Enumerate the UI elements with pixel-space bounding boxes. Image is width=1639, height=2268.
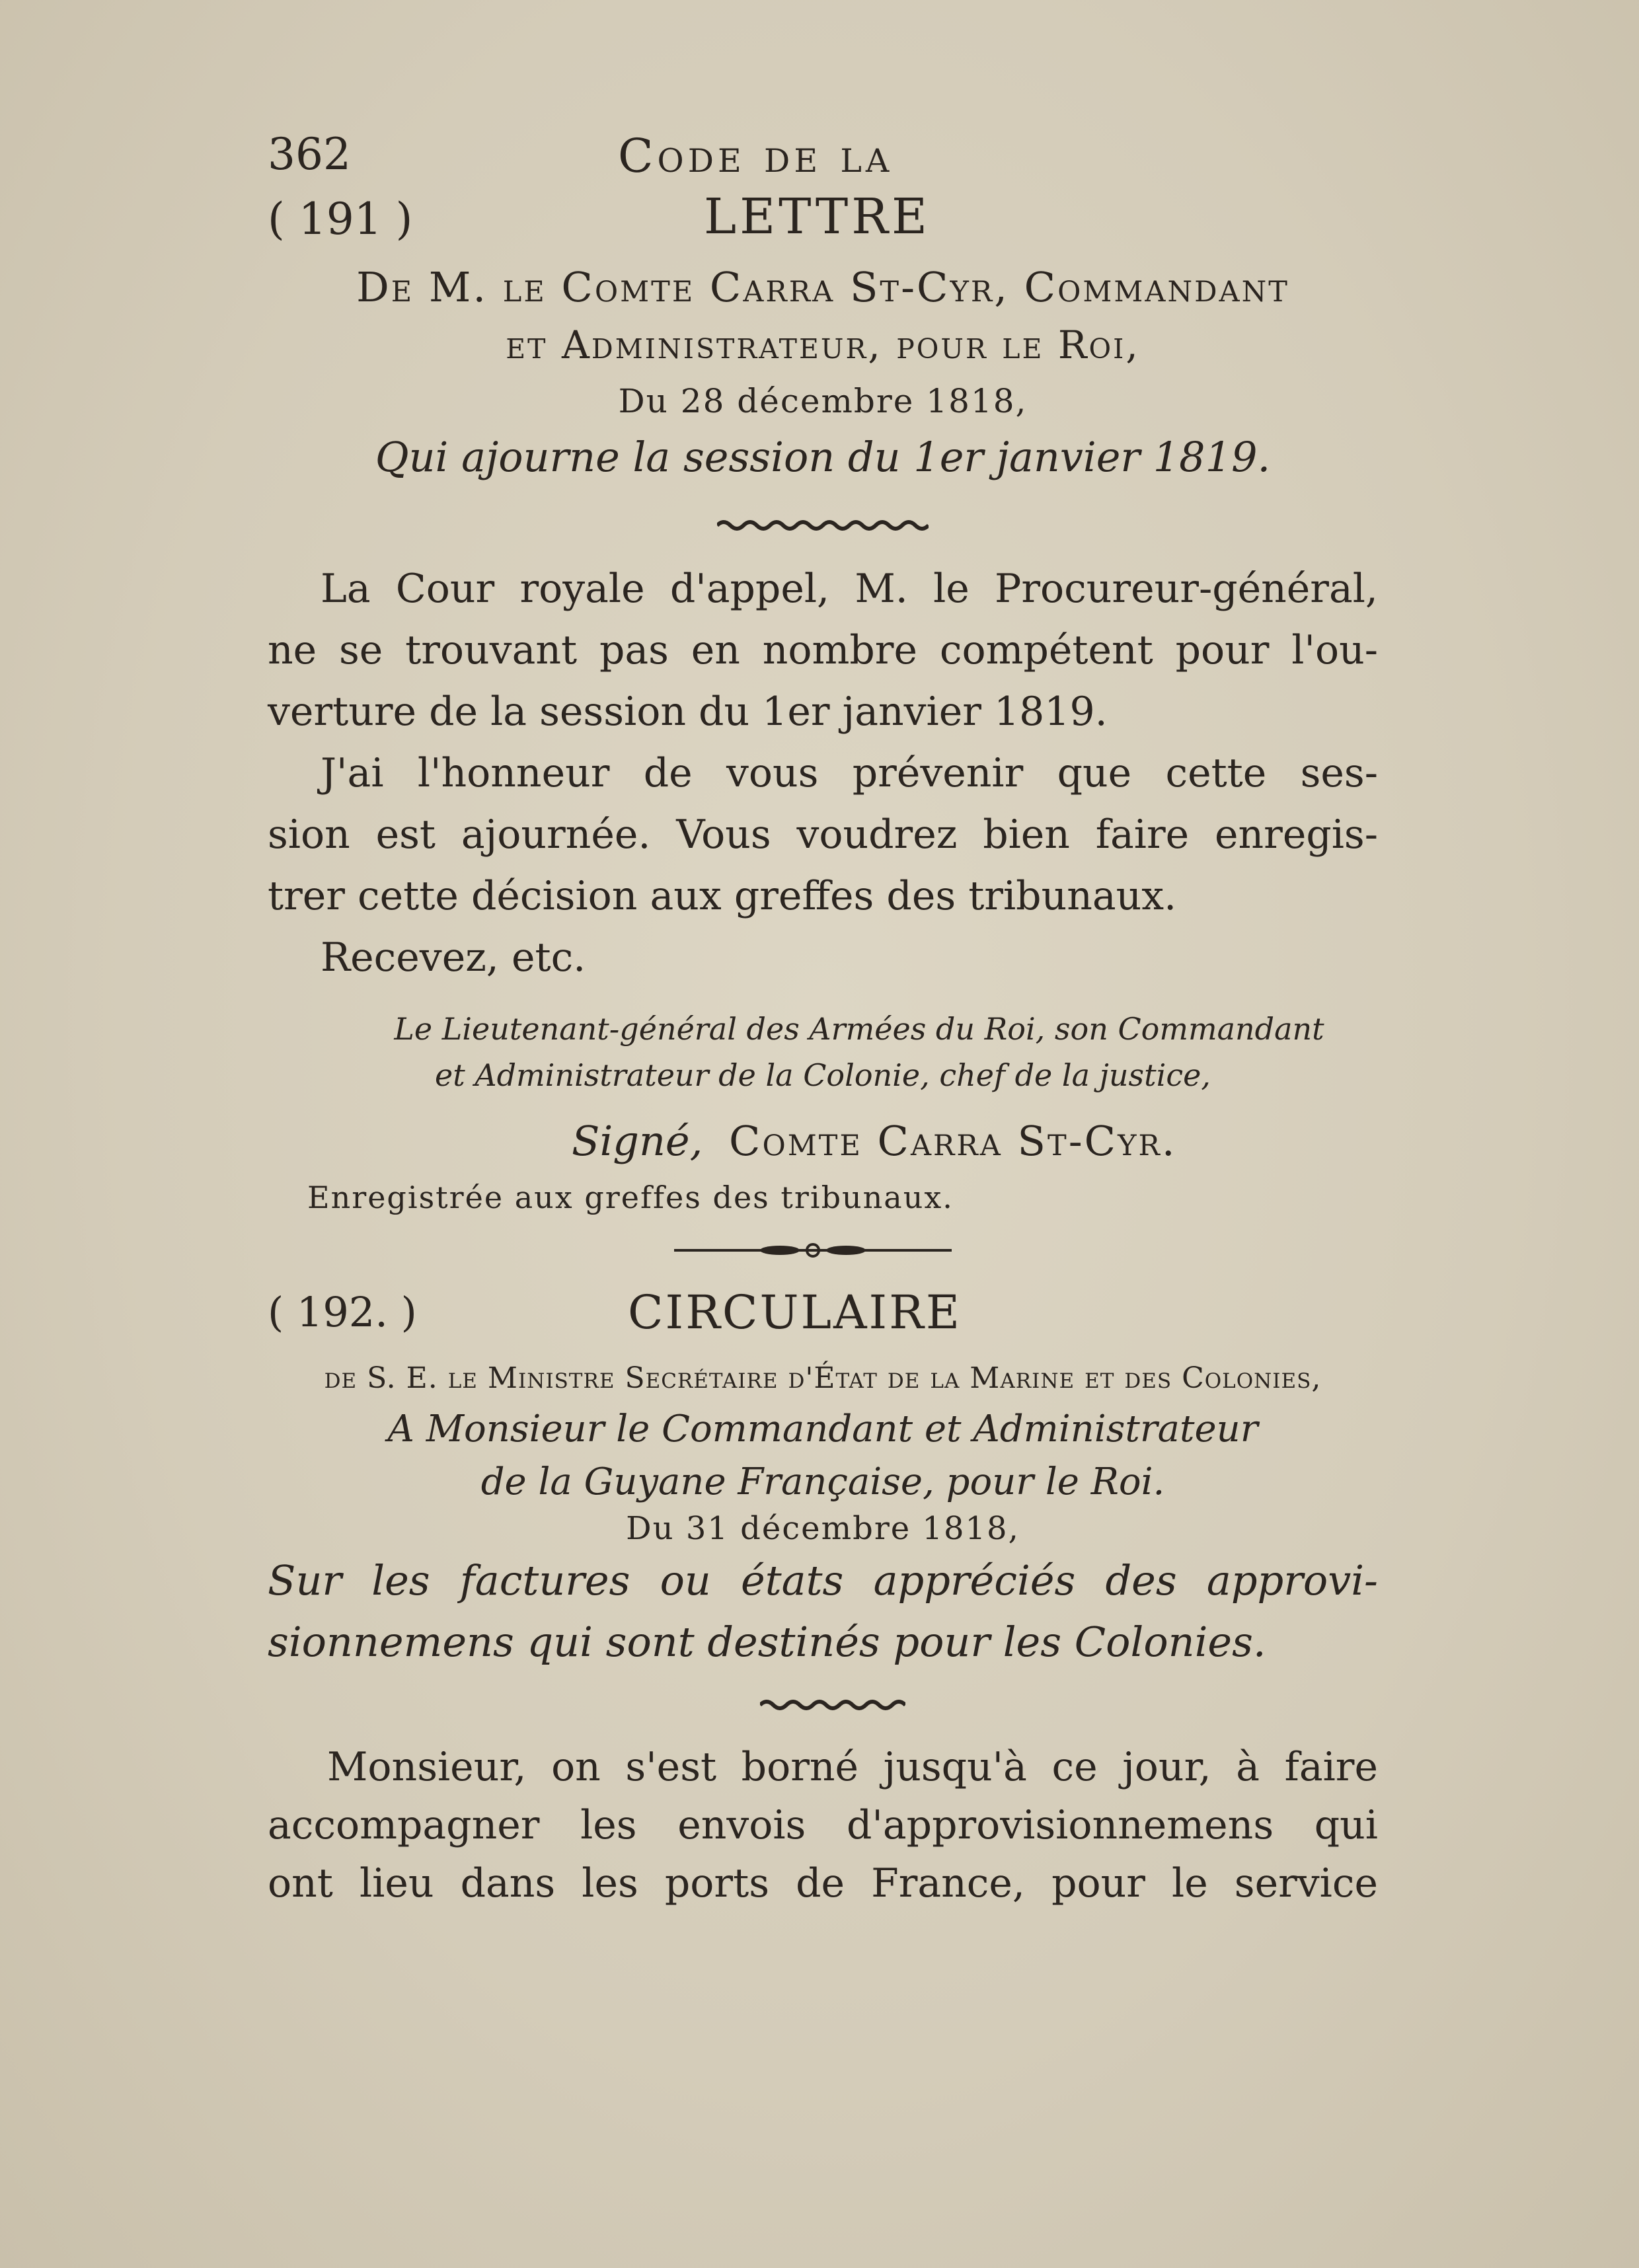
entry-192-to-line2: de la Guyane Française, pour le Roi. — [480, 1460, 1165, 1503]
body-line: ne se trouvant pas en nombre compétent pour l'ou- — [268, 627, 1378, 673]
entry-number: ( 191 ) — [268, 194, 413, 245]
entry-192-subject-line2: sionnemens qui sont destinés pour les Colonies. — [268, 1618, 1266, 1666]
signatory-line1: Le Lieutenant-général des Armées du Roi, son Commandant — [394, 1011, 1324, 1047]
entry-192-date: Du 31 décembre 1818, — [626, 1510, 1020, 1547]
signed-label: Signé, — [572, 1117, 703, 1165]
running-title: Code de la — [618, 129, 894, 183]
body-line: sion est ajournée. Vous voudrez bien faire enregis- — [268, 812, 1378, 858]
entry-191-heading — [268, 188, 1378, 248]
entry-191-from-line2: et Administrateur, pour le Roi, — [506, 322, 1140, 367]
body-line: verture de la session du 1er janvier 1819. — [268, 689, 1108, 735]
entry-192-heading — [268, 1285, 1378, 1345]
entry-192-body — [268, 1738, 1378, 1912]
body-line: La Cour royale d'appel, M. le Procureur-général, — [321, 566, 1378, 612]
entry-192-to-line1: A Monsieur le Commandant et Administrateur — [387, 1408, 1258, 1451]
entry-title: CIRCULAIRE — [628, 1285, 962, 1340]
registration-note: Enregistrée aux greffes des tribunaux. — [307, 1180, 954, 1215]
body-line: ont lieu dans les ports de France, pour le service — [268, 1860, 1378, 1907]
body-line: trer cette décision aux greffes des tribunaux. — [268, 873, 1177, 919]
entry-192-subject-line1: Sur les factures ou états appréciés des approvi- — [268, 1556, 1378, 1605]
signatory-line2: et Administrateur de la Colonie, chef de la justice, — [435, 1057, 1211, 1093]
body-line: accompagner les envois d'approvisionnemens qui — [268, 1802, 1378, 1848]
signed-name: Comte Carra St-Cyr. — [729, 1117, 1177, 1165]
body-line: Recevez, etc. — [321, 934, 586, 981]
entry-191-date: Du 28 décembre 1818, — [618, 382, 1028, 420]
wavy-rule-ornament — [717, 519, 929, 532]
entry-title: LETTRE — [704, 188, 931, 245]
signature-line — [572, 1117, 1431, 1165]
entry-192-from-line: de S. E. le Ministre Secrétaire d'État de la Marine et des Colonies, — [324, 1361, 1322, 1395]
entry-191-subject: Qui ajourne la session du 1er janvier 1819. — [375, 433, 1271, 481]
section-divider-ornament — [674, 1242, 952, 1258]
entry-191-body — [268, 558, 1378, 989]
entry-191-from-line1: De M. le Comte Carra St-Cyr, Commandant — [356, 263, 1289, 311]
entry-number: ( 192. ) — [268, 1288, 417, 1336]
body-line: Monsieur, on s'est borné jusqu'à ce jour, à faire — [327, 1744, 1378, 1790]
body-line: J'ai l'honneur de vous prévenir que cette ses- — [321, 750, 1378, 796]
wavy-rule-ornament — [760, 1698, 905, 1712]
running-header — [268, 129, 1378, 182]
page-number: 362 — [268, 129, 351, 180]
